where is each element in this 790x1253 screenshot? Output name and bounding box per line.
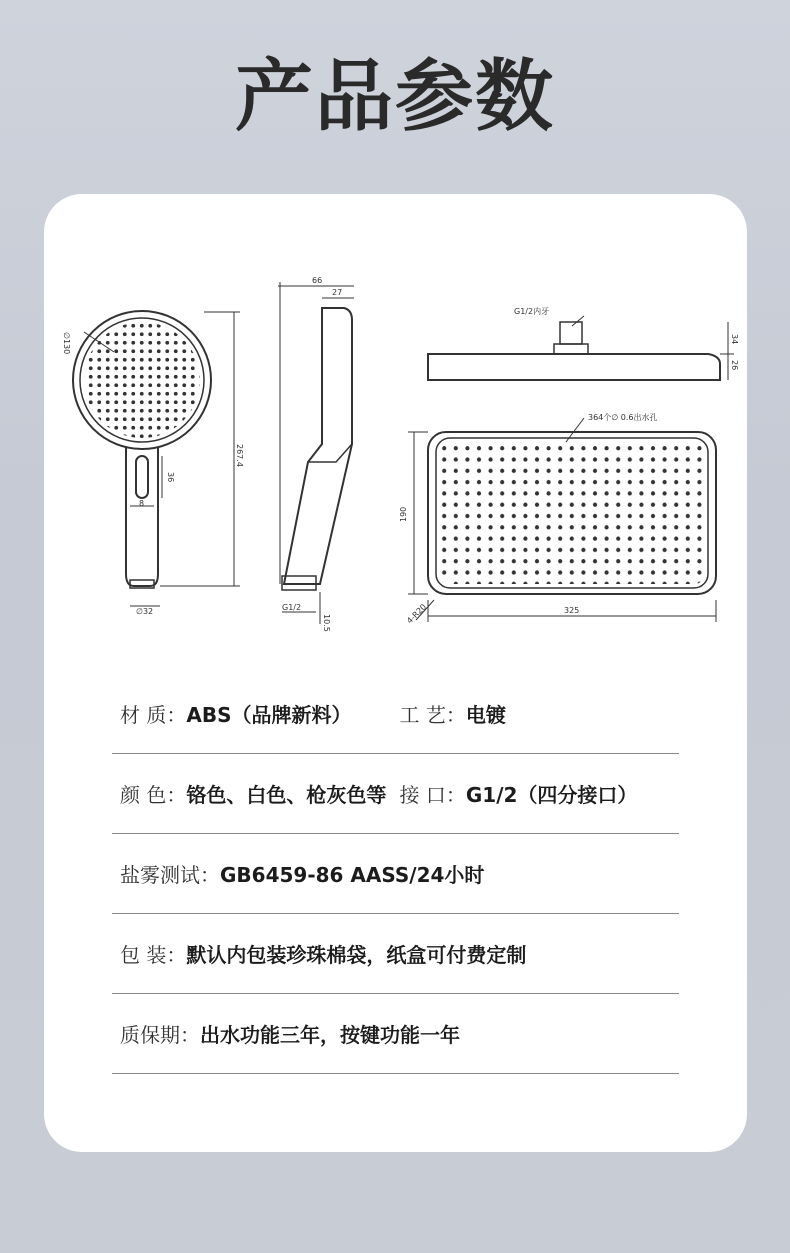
rain-width-label: 325 [564,606,580,615]
connector-height-label: 34 [730,334,739,345]
handheld-button-slot [136,456,148,498]
spec-row-packaging [112,914,679,994]
slot-width-label: 8 [139,499,145,508]
spec-row-salt-spray [112,834,679,914]
spec-row-warranty [112,994,679,1074]
spec-label: 颜 色： [120,783,187,807]
head-depth-label: 27 [332,288,343,297]
spec-value: 铬色、白色、枪灰色等 [186,783,387,807]
spec-value: G1/2（四分接口） [465,783,638,807]
spec-label: 接 口： [399,783,466,807]
rain-connector [560,322,582,344]
plate-height-label: 26 [730,360,739,371]
spec-label: 材 质： [120,703,187,727]
rain-thread-label: G1/2内牙 [514,307,550,316]
rain-shower-side-view [428,316,734,380]
spec-value: 默认内包装珍珠棉袋，纸盒可付费定制 [186,943,527,967]
technical-drawing [44,194,747,654]
corner-radius-label: 4-R20 [405,602,429,626]
spec-value: GB6459-86 AASS/24小时 [220,863,485,887]
side-thread-label: G1/2 [282,603,302,612]
spec-row-material [112,674,679,754]
handheld-spray-holes [84,314,204,446]
side-profile [284,308,352,584]
handheld-front-view [73,311,240,606]
spec-value: 出水功能三年，按键功能一年 [200,1023,460,1047]
hole-count-label: 364个∅ 0.6出水孔 [588,413,658,422]
spec-value: ABS（品牌新料） [186,703,352,727]
spec-row-color [112,754,679,834]
face-diameter-label: ∅130 [62,332,71,355]
thread-length-label: 10.5 [322,614,331,632]
rain-height-label: 190 [399,506,408,522]
rain-spray-holes [440,442,706,584]
rain-shower-top-view [408,418,716,622]
spec-value: 电镀 [465,703,506,727]
neck-diameter-label: ∅32 [136,607,154,616]
spec-label: 盐雾测试： [120,863,220,887]
slot-length-label: 36 [166,472,175,483]
length-label: 267.4 [235,444,244,467]
page-title: 产品参数 [234,52,555,142]
rain-plate-side [428,354,720,380]
spec-table [112,674,679,1074]
spec-card [44,194,747,1152]
handheld-side-view [278,282,354,624]
spec-label: 质保期： [120,1023,200,1047]
spec-label: 包 装： [120,943,187,967]
handheld-handle [126,447,158,586]
total-depth-label: 66 [312,276,323,285]
spec-label: 工 艺： [399,703,466,727]
